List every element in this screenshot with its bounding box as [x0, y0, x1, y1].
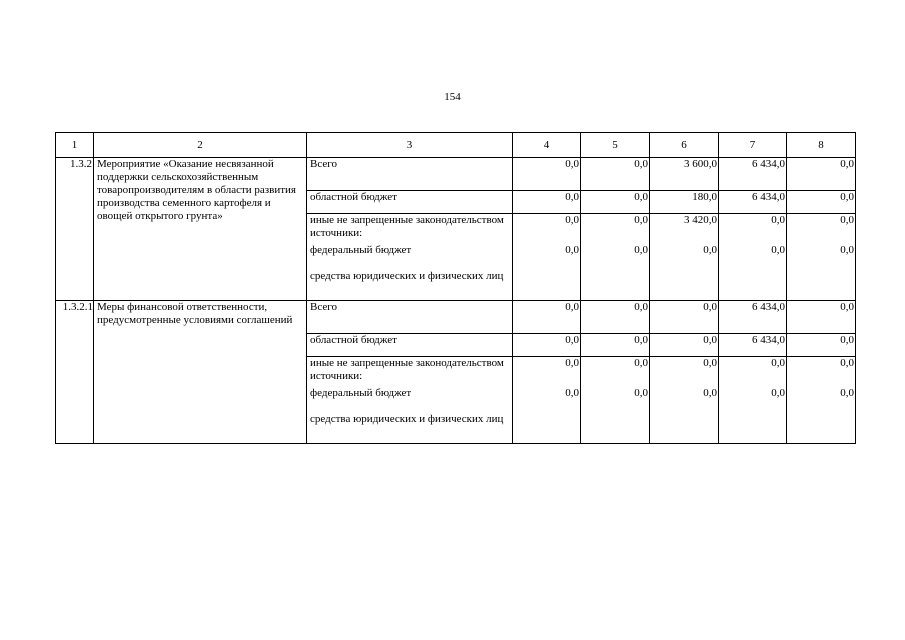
federal-budget-label: федеральный бюджет	[310, 244, 412, 256]
other-sources-title: иные не запрещенные законодательством источники:	[310, 357, 504, 382]
legal-value: 0,0	[565, 387, 579, 399]
legal-value: 0,0	[703, 244, 717, 256]
source-label: областной бюджет	[307, 334, 513, 357]
legal-entities-label: средства юридических и физических лиц	[310, 270, 504, 282]
federal-budget-label: федеральный бюджет	[310, 387, 412, 399]
federal-value: 0,0	[634, 214, 648, 226]
value-cell: 0,0	[513, 301, 581, 334]
value-cell: 0,0	[787, 301, 856, 334]
federal-value: 0,0	[840, 357, 854, 369]
federal-value: 0,0	[703, 357, 717, 369]
federal-value: 0,0	[634, 357, 648, 369]
measure-name: Меры финансовой ответственности, предусмотренные условиями соглашений	[94, 301, 307, 444]
measure-code: 1.3.2	[56, 158, 94, 301]
source-label: Всего	[307, 301, 513, 334]
legal-value: 0,0	[703, 387, 717, 399]
value-cell: 0,0	[513, 334, 581, 357]
value-cell: 6 434,0	[719, 301, 787, 334]
measure-code: 1.3.2.1	[56, 301, 94, 444]
value-cell: 180,0	[650, 191, 719, 214]
header-cell: 6	[650, 133, 719, 158]
value-cell	[787, 214, 856, 301]
value-cell: 6 434,0	[719, 334, 787, 357]
federal-value: 3 420,0	[684, 214, 717, 226]
header-cell: 1	[56, 133, 94, 158]
header-cell: 8	[787, 133, 856, 158]
source-label: областной бюджет	[307, 191, 513, 214]
header-cell: 5	[581, 133, 650, 158]
value-cell: 0,0	[787, 191, 856, 214]
legal-value: 0,0	[840, 244, 854, 256]
page-number: 154	[444, 91, 461, 103]
value-cell: 0,0	[787, 334, 856, 357]
value-cell: 6 434,0	[719, 191, 787, 214]
value-cell: 6 434,0	[719, 158, 787, 191]
value-cell: 0,0	[650, 301, 719, 334]
value-cell	[787, 357, 856, 444]
table-row	[56, 158, 856, 191]
legal-value: 0,0	[634, 244, 648, 256]
header-cell: 7	[719, 133, 787, 158]
value-cell	[513, 214, 581, 301]
legal-value: 0,0	[565, 244, 579, 256]
federal-value: 0,0	[565, 357, 579, 369]
legal-value: 0,0	[771, 244, 785, 256]
value-cell: 3 600,0	[650, 158, 719, 191]
value-cell	[581, 357, 650, 444]
federal-value: 0,0	[771, 214, 785, 226]
value-cell	[650, 357, 719, 444]
value-cell	[581, 214, 650, 301]
table-row	[56, 301, 856, 334]
value-cell: 0,0	[787, 158, 856, 191]
source-label: Всего	[307, 158, 513, 191]
budget-table	[55, 132, 856, 444]
value-cell: 0,0	[581, 301, 650, 334]
value-cell: 0,0	[581, 334, 650, 357]
legal-value: 0,0	[771, 387, 785, 399]
other-sources-cell	[307, 357, 513, 444]
legal-value: 0,0	[634, 387, 648, 399]
value-cell: 0,0	[513, 158, 581, 191]
value-cell: 0,0	[650, 334, 719, 357]
value-cell	[650, 214, 719, 301]
other-sources-title: иные не запрещенные законодательством источники:	[310, 214, 504, 239]
value-cell	[719, 357, 787, 444]
header-cell: 4	[513, 133, 581, 158]
header-cell: 3	[307, 133, 513, 158]
legal-entities-label: средства юридических и физических лиц	[310, 413, 504, 425]
federal-value: 0,0	[565, 214, 579, 226]
header-row	[56, 133, 856, 158]
value-cell: 0,0	[581, 158, 650, 191]
other-sources-cell	[307, 214, 513, 301]
federal-value: 0,0	[771, 357, 785, 369]
federal-value: 0,0	[840, 214, 854, 226]
measure-name: Мероприятие «Оказание несвязанной поддержки сельскохозяйственным товаропроизводителям в области развития производства семенного картофеля и овощей открытого грунта»	[94, 158, 307, 301]
value-cell: 0,0	[581, 191, 650, 214]
value-cell: 0,0	[513, 191, 581, 214]
legal-value: 0,0	[840, 387, 854, 399]
header-cell: 2	[94, 133, 307, 158]
value-cell	[719, 214, 787, 301]
value-cell	[513, 357, 581, 444]
